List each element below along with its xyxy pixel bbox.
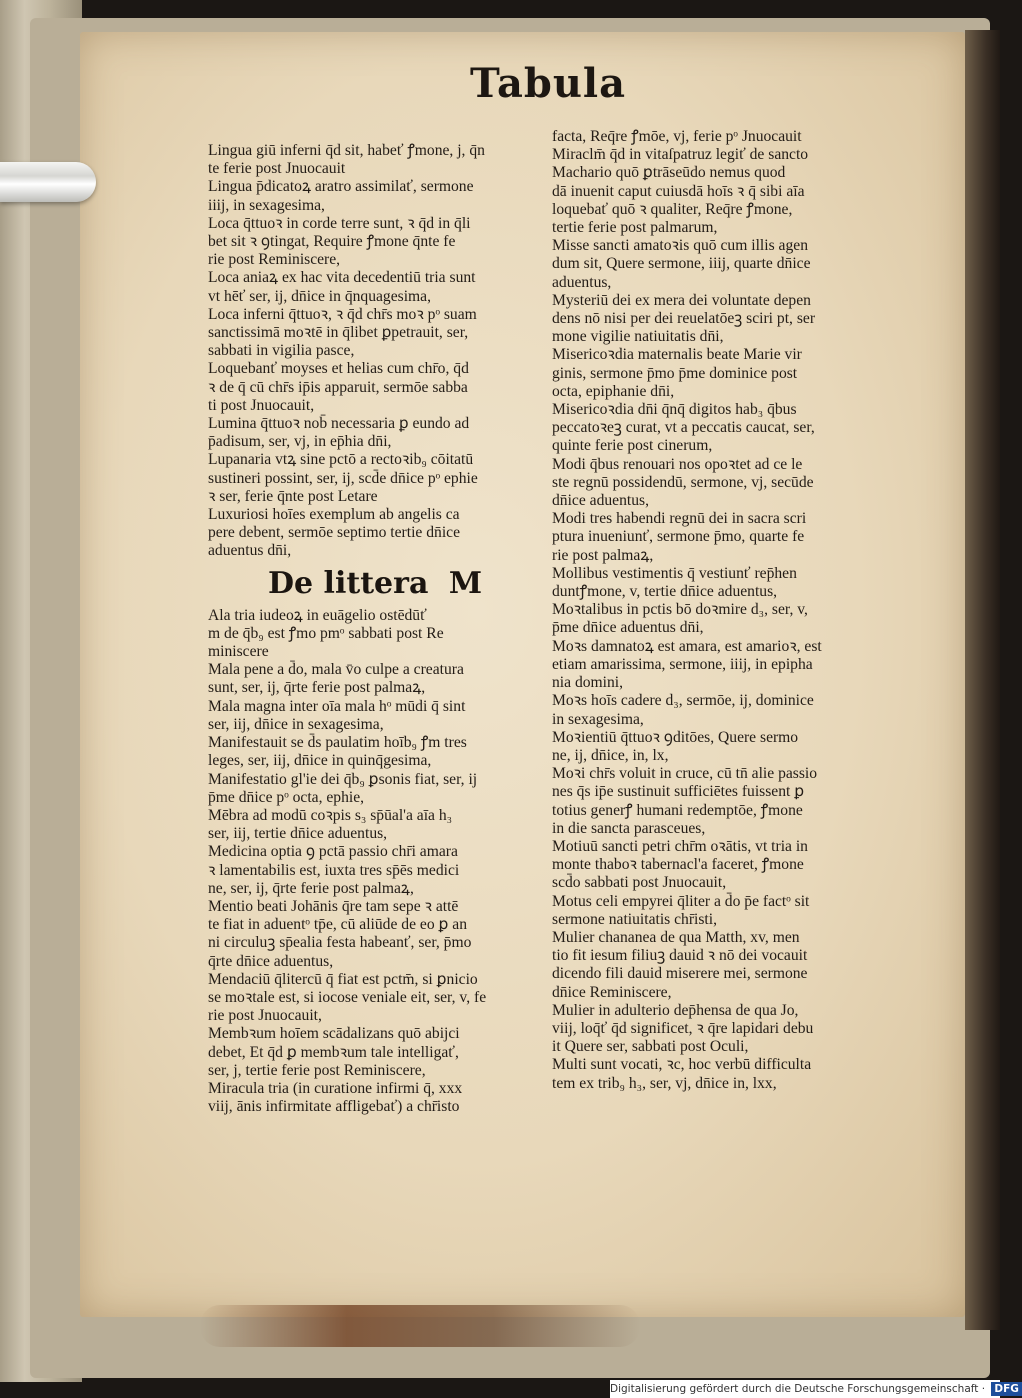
index-entry: Lingua giū inferni q̄d sit, habeť ꝭmone, j, q̄n te ferie post Jnuocauit: [208, 142, 485, 178]
index-entry: Loca inferni q̄ttuoꝛ, ꝛ q̄d chr̄s moꝛ pᵒ suam sanctissimā moꝛtē in q̄libet ꝑpetrauit, ser, sabbati in vigilia pasce,: [208, 305, 477, 360]
index-entry: Luxuriosi hoīes exemplum ab angelis ca pere debent, sermōe septimo tertie dn̄ice aduentus dn̄i,: [208, 506, 460, 560]
glass-page-weight: [0, 162, 96, 202]
index-entry: Moꝛi chr̄s voluit in cruce, cū tn̄ alie passio nes q̄s ip̄e sustinuit sufficiētes fuissent ꝑ totius generꝭ humani redemptōe, ꝭmone in die sancta parasceues,: [552, 765, 818, 837]
index-entry: Multi sunt vocati, ꝛc, hoc verbū difficulta tem ex trib₉ h₃, ser, vj, dn̄ice in, lxx,: [552, 1056, 812, 1092]
index-entry: Misse sancti amatoꝛis quō cum illis agen dum sit, Quere sermone, iiij, quarte dn̄ice aduentus,: [552, 237, 811, 291]
index-entry: Lingua p̄dicatoꝝ aratro assimilať, sermone iiij, in sexagesima,: [208, 178, 474, 214]
page-title: Tabula: [470, 60, 627, 107]
page-gutter: [965, 30, 1000, 1330]
dfg-logo: DFG: [991, 1382, 1022, 1396]
index-entry: Ala tria iudeoꝝ in euāgelio ostēdūť m de q̄b₉ est ꝭmo pmᵒ sabbati post Re miniscere: [208, 606, 444, 661]
index-entry: Loca aniaꝝ ex hac vita decedentiū tria sunt vt hēť ser, ij, dn̄ice in q̄nquagesima,: [208, 269, 476, 305]
footer-credit-text: Digitalisierung gefördert durch die Deutsche Forschungsgemeinschaft ·: [610, 1383, 986, 1395]
index-entry: Loca q̄ttuoꝛ in corde terre sunt, ꝛ q̄d in q̄li bet sit ꝛ ꝯtingat, Require ꝭmone q̄nte fe rie post Reminiscere,: [208, 214, 471, 269]
digitization-footer: [610, 1380, 1019, 1398]
index-entry: Mala magna inter oīa mala hᵒ mūdi q̄ sint ser, iij, dn̄ice in sexagesima,: [208, 697, 466, 733]
index-entry: Motiuū sancti petri chr̄m oꝛātis, vt tria in monte thaboꝛ tabernacl'a faceret, ꝭmone scd̄o sabbati post Jnuocauit,: [552, 837, 808, 892]
index-entry: Modi q̄bus renouari nos opoꝛtet ad ce le ste regnū possidendū, sermone, vj, secūde dn̄ice aduentus,: [552, 455, 814, 510]
index-entry: Medicina optia ꝯ pctā passio chr̄i amara ꝛ lamentabilis est, iuxta tres sp̄ēs medici ne, ser, ij, q̄rte ferie post palmaꝝ,: [208, 843, 460, 897]
index-entry: Misericoꝛdia maternalis beate Marie vir ginis, sermone p̄mo p̄me dominice post octa, epiphanie dn̄i,: [552, 346, 802, 400]
right-text-column: [552, 128, 878, 1093]
index-entry: Mala pene a d̄o, mala v̄o culpe a creatura sunt, ser, ij, q̄rte ferie post palmaꝝ,: [208, 661, 464, 697]
index-entry: Lumina q̄ttuoꝛ nob̄ necessaria ꝑ eundo ad p̄adisum, ser, vj, in ep̄hia dn̄i,: [208, 415, 470, 451]
index-entry: Mendaciū q̄litercū q̄ fiat est pctm̄, si ꝑnicio se moꝛtale est, si iocose veniale eit, ser, v, fe rie post Jnuocauit,: [208, 970, 487, 1025]
index-entry: Mēbra ad modū coꝛpis s₃ sp̄ūal'a aīa h₃ ser, iij, tertie dn̄ice aduentus,: [208, 806, 453, 843]
page-stain: [200, 1305, 640, 1347]
left-text-column: [208, 142, 546, 1116]
index-entry: Motus celi empyrei q̄liter a d̄o p̄e factᵒ sit sermone natiuitatis chr̄isti,: [552, 892, 810, 928]
index-entry: Modi tres habendi regnū dei in sacra scri ptura inueniunť, sermone p̄mo, quarte fe rie post palmaꝝ,: [552, 510, 807, 564]
index-entry: Moꝛtalibus in pctis bō doꝛmire d₃, ser, v, p̄me dn̄ice aduentus dn̄i,: [552, 601, 808, 637]
index-entry: Misericoꝛdia dn̄i q̄nq̄ digitos hab₃ q̄bus peccatoꝛeꝫ curat, vt a peccatis caucat, ser, quinte ferie post cinerum,: [552, 401, 815, 455]
index-entry: Moꝛs hoīs cadere d₃, sermōe, ij, dominice in sexagesima,: [552, 692, 814, 728]
index-entry: Mentio beati Johānis q̄re tam sepe ꝛ attē te fiat in aduentᵒ tp̄e, cū aliūde de eo ꝑ an ni circuluꝫ sp̄ealia festa habeanť, ser, p̄mo q̄rte dn̄ice aduentus,: [208, 897, 472, 970]
section-letter: M: [448, 565, 483, 601]
index-entry: Lupanaria vtꝝ sine pctō a rectoꝛib₉ cōitatū sustineri possint, ser, ij, scd̄e dn̄ice pᵒ ephie ꝛ ser, ferie q̄nte post Letare: [208, 451, 478, 505]
index-entry: Manifestatio gl'ie dei q̄b₉ ꝑsonis fiat, ser, ij p̄me dn̄ice pᵒ octa, ephie,: [208, 770, 478, 806]
index-entry: Mollibus vestimentis q̄ vestiunť rep̄hen duntꝭmone, v, tertie dn̄ice aduentus,: [552, 564, 797, 601]
index-entry: Moꝛientiū q̄ttuoꝛ ꝯditōes, Quere sermo ne, ij, dn̄ice, in, lx,: [552, 728, 799, 764]
index-entry: Membꝛum hoīem scādalizans quō abijci debet, Et q̄d ꝑ membꝛum tale intelligať, ser, j, tertie ferie post Reminiscere,: [208, 1025, 460, 1079]
index-entry: Loquebanť moyses et helias cum chr̄o, q̄d ꝛ de q̄ cū chr̄s ip̄is apparuit, sermōe sabba ti post Jnuocauit,: [208, 360, 469, 414]
section-heading: [268, 567, 546, 601]
index-entry: Miraclm̄ q̄d in vitaſpatruz legiť de sancto Machario quō ꝑtrāseūdo nemus quod dā inuenit caput cuiusdā hoīs ꝛ q̄ sibi aīa loquebať quō ꝛ qualiter, Req̄re ꝭmone, tertie ferie post palmarum,: [552, 146, 809, 237]
index-entry: Miracula tria (in curatione infirmi q̄, xxx viij, ānis infirmitate affligebať) a chr̄isto: [208, 1079, 463, 1116]
section-heading-text: De littera: [268, 565, 429, 601]
index-entry: Moꝛs damnatoꝝ est amara, est amarioꝛ, est etiam amarissima, sermone, iiij, in epipha nia domini,: [552, 637, 822, 692]
index-entry: Manifestauit se d̄s paulatim hoīb₉ ꝭm tres leges, ser, iij, dn̄ice in quinq̄gesima,: [208, 734, 467, 770]
index-entry: Mulier chananea de qua Matth, xv, men tio fit iesum filiuꝫ dauid ꝛ nō dei vocauit dicendo fili dauid miserere mei, sermone dn̄ice Reminiscere,: [552, 928, 808, 1001]
index-entry: Mysteriū dei ex mera dei voluntate depen dens nō nisi per dei reuelatōeꝫ sciri pt, ser mone vigilie natiuitatis dn̄i,: [552, 291, 816, 346]
index-entry: facta, Req̄re ꝭmōe, vj, ferie pᵒ Jnuocauit: [552, 128, 802, 145]
index-entry: Mulier in adulterio dep̄hensa de qua Jo, viij, loq̄ť q̄d significet, ꝛ q̄re lapidari debu it Quere ser, sabbati post Oculi,: [552, 1001, 814, 1056]
